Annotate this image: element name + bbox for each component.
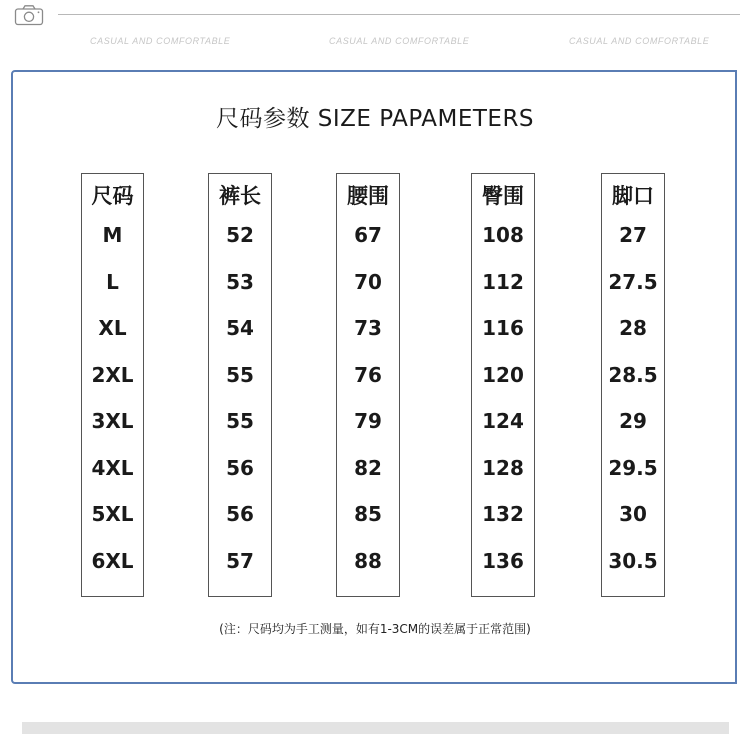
column-header: 腰围	[347, 184, 389, 208]
table-cell: 29.5	[608, 456, 658, 480]
table-cell: 56	[226, 456, 254, 480]
column-header: 尺码	[91, 184, 134, 208]
table-cell: 136	[482, 549, 524, 573]
column-pants-length	[208, 173, 272, 597]
table-cell: 30	[619, 502, 647, 526]
table-cell: 57	[226, 549, 254, 573]
column-size	[81, 173, 144, 597]
table-cell: 5XL	[91, 502, 134, 526]
header-divider	[58, 14, 740, 15]
table-cell: 70	[354, 270, 382, 294]
column-waist	[336, 173, 400, 597]
table-cell: XL	[98, 316, 127, 340]
table-cell: 116	[482, 316, 524, 340]
table-cell: 28	[619, 316, 647, 340]
table-cell: 53	[226, 270, 254, 294]
column-header: 臀围	[482, 184, 524, 208]
table-cell: 112	[482, 270, 524, 294]
table-cell: 73	[354, 316, 382, 340]
table-cell: 128	[482, 456, 524, 480]
footer-bar	[22, 722, 729, 734]
table-cell: 29	[619, 409, 647, 433]
table-cell: 85	[354, 502, 382, 526]
table-cell: 4XL	[91, 456, 134, 480]
tagline-1: CASUAL AND COMFORTABLE	[90, 36, 231, 46]
table-cell: 67	[354, 223, 382, 247]
table-cell: M	[102, 223, 123, 247]
table-cell: 124	[482, 409, 524, 433]
table-cell: 79	[354, 409, 382, 433]
tagline-3: CASUAL AND COMFORTABLE	[569, 36, 710, 46]
table-cell: 2XL	[91, 363, 134, 387]
table-cell: L	[106, 270, 119, 294]
measurement-note: (注：尺码均为手工测量，如有1-3CM的误差属于正常范围)	[219, 622, 531, 636]
table-cell: 3XL	[91, 409, 134, 433]
column-header: 脚口	[612, 184, 654, 208]
table-cell: 82	[354, 456, 382, 480]
table-cell: 6XL	[91, 549, 134, 573]
table-cell: 52	[226, 223, 254, 247]
table-cell: 55	[226, 363, 254, 387]
table-cell: 120	[482, 363, 524, 387]
table-cell: 28.5	[608, 363, 658, 387]
table-cell: 30.5	[608, 549, 658, 573]
table-cell: 27.5	[608, 270, 658, 294]
size-chart-title: 尺码参数 SIZE PAPAMETERS	[215, 106, 535, 132]
table-cell: 108	[482, 223, 524, 247]
column-header: 裤长	[219, 184, 261, 208]
camera-icon	[14, 4, 44, 26]
table-cell: 54	[226, 316, 254, 340]
table-cell: 76	[354, 363, 382, 387]
column-hip	[471, 173, 535, 597]
table-cell: 56	[226, 502, 254, 526]
table-cell: 88	[354, 549, 382, 573]
table-cell: 55	[226, 409, 254, 433]
column-leg-opening	[601, 173, 665, 597]
table-cell: 132	[482, 502, 524, 526]
tagline-2: CASUAL AND COMFORTABLE	[329, 36, 470, 46]
table-cell: 27	[619, 223, 647, 247]
